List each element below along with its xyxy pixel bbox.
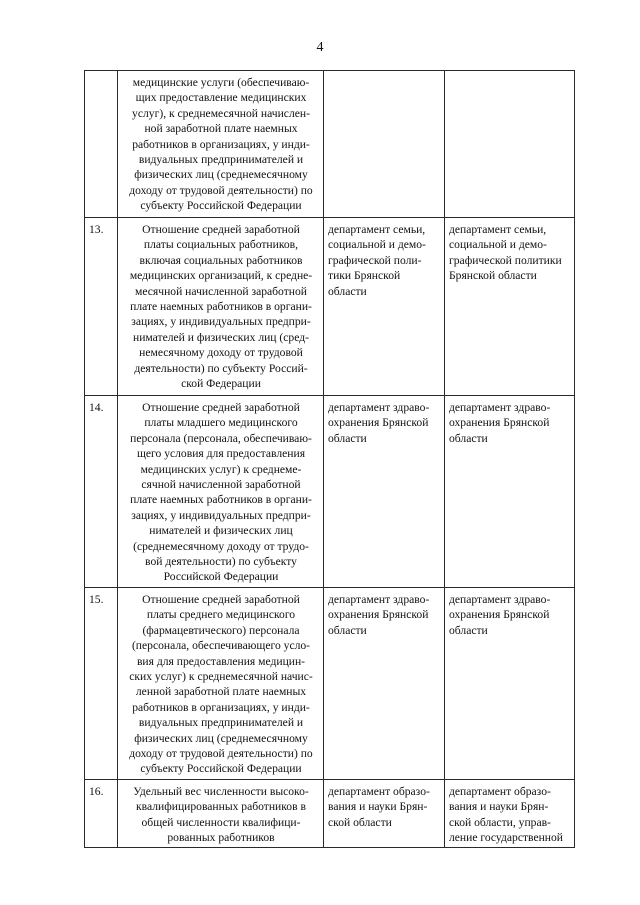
coexecutor-cell (445, 71, 575, 218)
table-row (85, 71, 575, 218)
indicator-text: Отношение средней заработной платы среднего медицинского (фармацевтического) персонала (персонала, обеспечивающего усло- вия для предоставления медицин- ских услуг) к среднемесячной начис- ленной заработной плате наемных работников в организациях, у инди- видуальных предпринимателей и физических лиц (среднемесячному доходу от трудовой деятельности) по субъекту Российской Федерации (129, 592, 313, 776)
table-row (85, 396, 575, 588)
row-number: 15. (89, 592, 104, 606)
coexecutor-cell (445, 587, 575, 779)
row-number-cell (85, 779, 118, 848)
indicator-cell (118, 396, 324, 588)
indicator-cell (118, 218, 324, 396)
table-row (85, 218, 575, 396)
responsible-text: департамент семьи, социальной и демо- графической поли- тики Брянской области (328, 223, 426, 298)
page-number: 4 (316, 40, 324, 55)
coexecutor-text: департамент здраво- охранения Брянской области (449, 401, 551, 445)
indicator-text: медицинские услуги (обеспечиваю- щих предоставление медицинских услуг), к среднемесячной начислен- ной заработной плате наемных работников в организациях, у инди- видуальных предпринимателей и физических лиц (среднемесячному доходу от трудовой деятельности) по субъекту Российской Федерации (129, 76, 313, 213)
indicators-table (84, 70, 575, 848)
responsible-cell (324, 71, 445, 218)
row-number-cell (85, 396, 118, 588)
indicator-text: Отношение средней заработной платы социальных работников, включая социальных работников медицинских организаций, к средне- месячной начисленной заработной плате наемных работников в органи- зациях, у индивидуальных предпри- нимателей и физических лиц (сред- немесячному доходу от трудовой деятельности) по субъекту Россий- ской Федерации (129, 223, 313, 391)
row-number: 14. (89, 401, 104, 414)
responsible-cell (324, 779, 445, 848)
indicator-cell (118, 779, 324, 848)
table-row (85, 779, 575, 848)
coexecutor-text: департамент образо- вания и науки Брян- ской области, управ- ление государственной (449, 784, 564, 844)
table-row (85, 587, 575, 779)
responsible-text: департамент образо- вания и науки Брян- ской области (328, 784, 430, 829)
responsible-cell (324, 218, 445, 396)
indicator-text: Отношение средней заработной платы младшего медицинского персонала (персонала, обеспечиваю- щего условия для предоставления медицинских услуг) к среднеме- сячной начисленной заработной плате наемных работников в органи- зациях, у индивидуальных предпри- нимателей и физических лиц (среднемесячному доходу от трудо- вой деятельности) по субъекту Российской Федерации (130, 401, 312, 584)
coexecutor-text: департамент семьи, социальной и демо- графической политики Брянской области (449, 223, 562, 283)
indicator-text: Удельный вес численности высоко- квалифицированных работников в общей численности квалифици- рованных работников (133, 784, 309, 844)
responsible-cell (324, 587, 445, 779)
coexecutor-cell (445, 396, 575, 588)
indicator-cell (118, 71, 324, 218)
coexecutor-text: департамент здраво- охранения Брянской области (449, 592, 551, 637)
responsible-text: департамент здраво- охранения Брянской области (328, 592, 430, 637)
row-number: 13. (89, 223, 104, 236)
indicator-cell (118, 587, 324, 779)
responsible-text: департамент здраво- охранения Брянской области (328, 401, 430, 445)
row-number: 16. (89, 784, 104, 798)
row-number-cell (85, 218, 118, 396)
row-number-cell (85, 587, 118, 779)
coexecutor-cell (445, 218, 575, 396)
responsible-cell (324, 396, 445, 588)
coexecutor-cell (445, 779, 575, 848)
row-number-cell (85, 71, 118, 218)
